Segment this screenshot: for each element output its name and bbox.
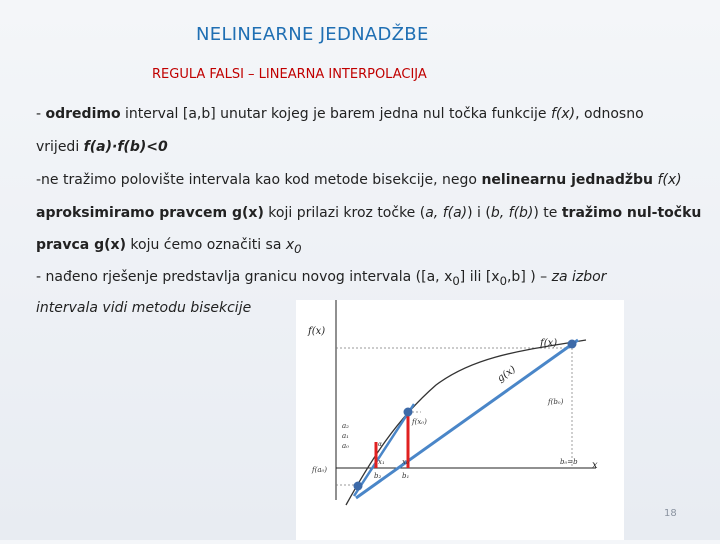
y-axis-label: f(x)	[308, 326, 326, 337]
fa-label: f(a₀)	[312, 466, 328, 474]
slide-title: NELINEARNE JEDNADŽBE	[196, 24, 429, 45]
secant-line-1	[356, 340, 578, 498]
alpha-label: α	[378, 441, 383, 448]
line-label: g(x)	[495, 364, 518, 385]
paragraph-line-4: aproksimiramo pravcem g(x) koji prilazi kroz točke (a, f(a)) i (b, f(b)) te tražimo nul-točku	[36, 205, 702, 221]
a1-label: a₁	[342, 432, 349, 440]
point-x0	[404, 408, 413, 417]
b1-label: b₁	[402, 472, 410, 480]
a2-label: a₂	[342, 422, 349, 430]
b2-label: b₂	[374, 472, 382, 480]
x1-label: x₁	[378, 458, 385, 466]
paragraph-line-5: pravca g(x) koju ćemo označiti sa $x_0$	[36, 237, 302, 256]
paragraph-line-7: intervala vidi metodu bisekcije	[36, 300, 252, 316]
paragraph-line-2: vrijedi f(a)·f(b)<0	[36, 139, 168, 155]
regula-falsi-diagram	[296, 300, 624, 540]
page-number: 18	[664, 508, 677, 519]
a0-label: a₀	[342, 442, 349, 450]
x-axis-label: x	[592, 460, 598, 471]
curve-label: f(x)	[540, 338, 558, 349]
b0-label: b₀=b	[560, 458, 578, 466]
fb-label: f(b₀)	[548, 398, 564, 406]
fx0-label: f(x₀)	[412, 418, 427, 426]
x0-label: x₀	[402, 458, 409, 466]
paragraph-line-6: - nađeno rješenje predstavlja granicu novog intervala ([a, $x_0$] ili $[x_0,b]$ ) – za izbor	[36, 269, 607, 288]
paragraph-line-1: - odredimo interval [a,b] unutar kojeg je barem jedna nul točka funkcije f(x), odnosno	[36, 106, 644, 122]
diagram-svg	[296, 300, 624, 540]
paragraph-line-3: -ne tražimo polovište intervala kao kod metode bisekcije, nego nelinearnu jednadžbu f(x)	[36, 172, 682, 188]
slide-subtitle: REGULA FALSI – LINEARNA INTERPOLACIJA	[152, 67, 427, 82]
point-a	[354, 482, 363, 491]
secant-line-2	[354, 404, 414, 496]
point-b	[568, 340, 577, 349]
